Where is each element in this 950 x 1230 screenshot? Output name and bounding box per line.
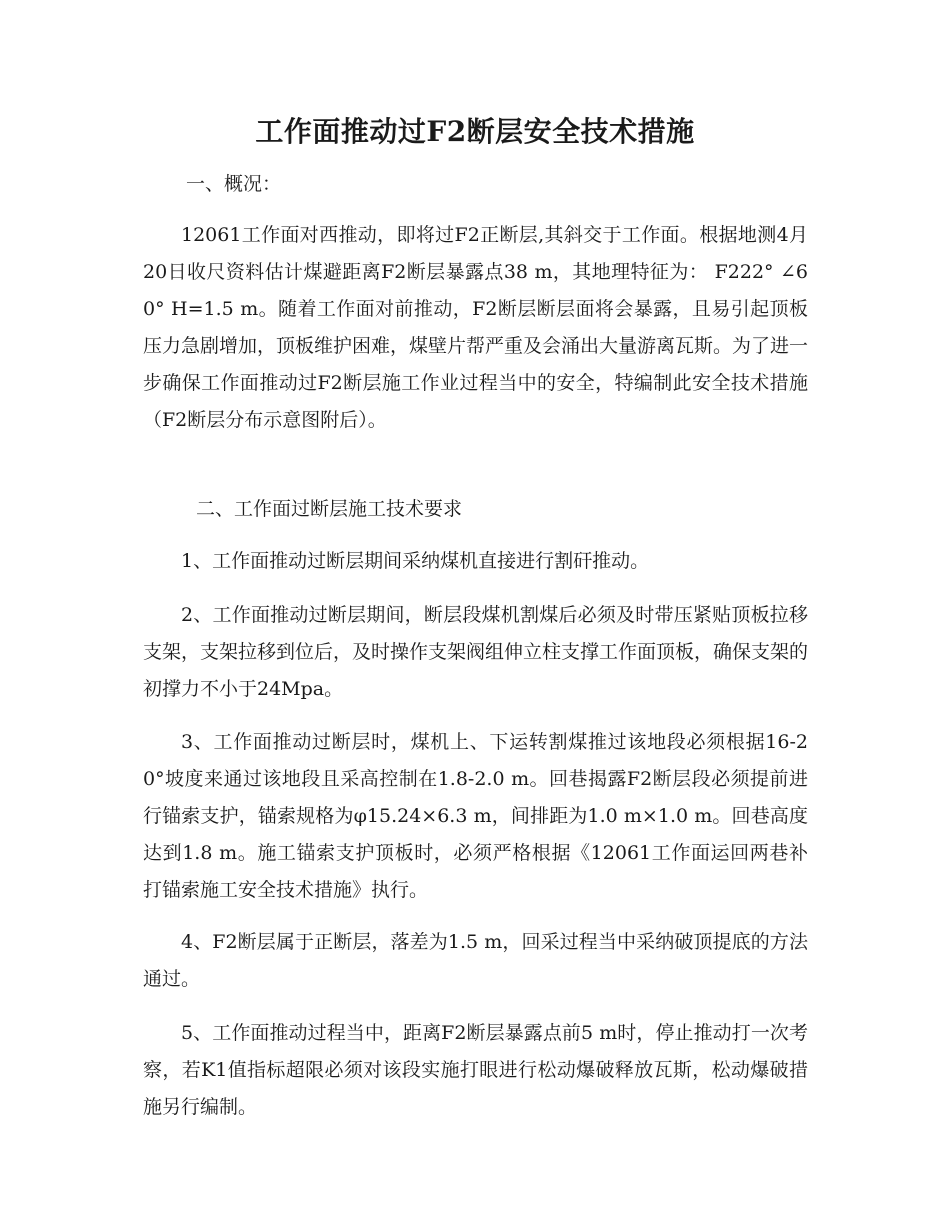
requirement-item-4: 4、F2断层属于正断层，落差为1.5 m，回采过程当中采纳破顶提底的方法通过。 [143, 931, 808, 990]
section-heading-overview: 一、概况： [186, 173, 282, 195]
requirement-item-5: 5、工作面推动过程当中，距离F2断层暴露点前5 m时，停止推动打一次考察，若K1值指标超限必须对该段实施打眼进行松动爆破释放瓦斯，松动爆破措施另行编制。 [143, 1022, 808, 1118]
requirement-item-2: 2、工作面推动过断层期间，断层段煤机割煤后必须及时带压紧贴顶板拉移支架，支架拉移到位后，及时操作支架阀组伸立柱支撑工作面顶板，确保支架的初撑力不小于24Mpa。 [143, 604, 809, 700]
document-title: 工作面推动过F2断层安全技术措施 [255, 115, 695, 148]
section-heading-technical-requirements: 二、工作面过断层施工技术要求 [196, 498, 463, 520]
requirement-item-1: 1、工作面推动过断层期间采纳煤机直接进行割矸推动。 [181, 550, 650, 572]
requirement-item-3: 3、工作面推动过断层时，煤机上、下运转割煤推过该地段必须根据16-20°坡度来通过该地段且采高控制在1.8-2.0 m。回巷揭露F2断层段必须提前进行锚索支护，锚索规格为φ15.24×6.3 m，间排距为1.0 m×1.0 m。回巷高度达到1.8 m。施工锚索支护顶板时，必须严格根据《12061工作面运回两巷补打锚索施工安全技术措施》执行。 [143, 731, 808, 901]
overview-paragraph: 12061工作面对西推动，即将过F2正断层,其斜交于工作面。根据地测4月20日收尺资料估计煤避距离F2断层暴露点38 m，其地理特征为： F222° ∠60° H=1.5 m。随着工作面对前推动，F2断层断层面将会暴露，且易引起顶板压力急剧增加，顶板维护困难，煤壁片帮严重及会涌出大量游离瓦斯。为了进一步确保工作面推动过F2断层施工作业过程当中的安全，特编制此安全技术措施（F2断层分布示意图附后）。 [143, 224, 809, 431]
